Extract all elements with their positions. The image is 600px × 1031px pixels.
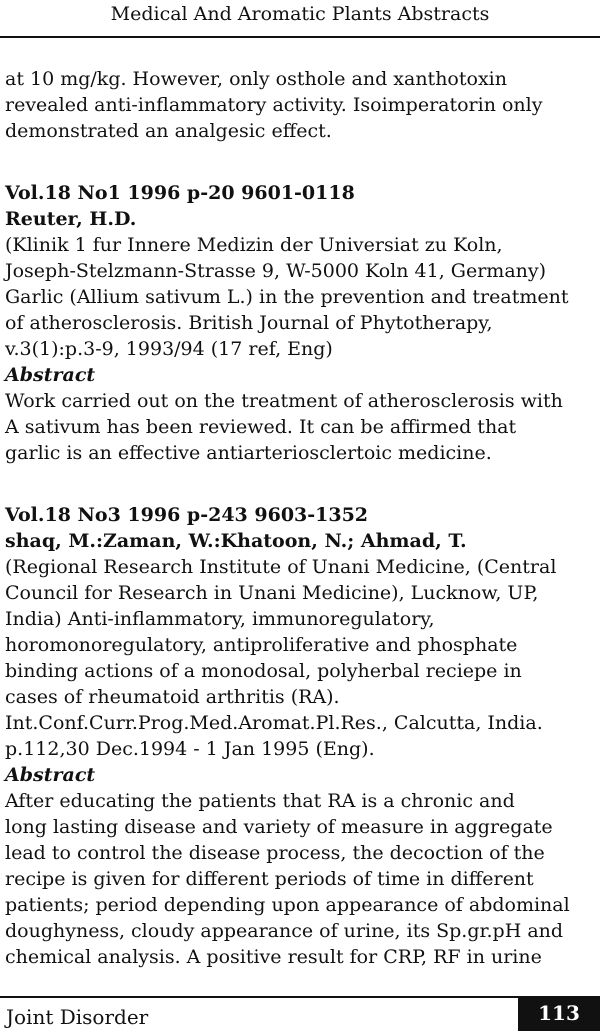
footer-section-title: Joint Disorder bbox=[6, 1005, 149, 1029]
abstract-line: Work carried out on the treatment of atherosclerosis with bbox=[5, 390, 563, 412]
intro-line: demonstrated an analgesic effect. bbox=[5, 120, 332, 142]
citation-line: Int.Conf.Curr.Prog.Med.Aromat.Pl.Res., Calcutta, India. bbox=[5, 712, 543, 734]
citation-line: v.3(1):p.3-9, 1993/94 (17 ref, Eng) bbox=[5, 338, 333, 360]
citation-line: (Klinik 1 fur Innere Medizin der Universiat zu Koln, bbox=[5, 234, 503, 256]
page-number: 113 bbox=[518, 996, 600, 1031]
intro-line: revealed anti-inflammatory activity. Isoimperatorin only bbox=[5, 94, 543, 116]
page-body bbox=[5, 66, 597, 970]
intro-line: at 10 mg/kg. However, only osthole and xanthotoxin bbox=[5, 68, 507, 90]
entry-authors: shaq, M.:Zaman, W.:Khatoon, N.; Ahmad, T. bbox=[5, 530, 467, 552]
citation-line: Council for Research in Unani Medicine), Lucknow, UP, bbox=[5, 582, 539, 604]
entry-reference: Vol.18 No3 1996 p-243 9603-1352 bbox=[5, 504, 369, 526]
footer-divider bbox=[0, 996, 600, 998]
abstract-line: After educating the patients that RA is a chronic and bbox=[5, 790, 515, 812]
abstract-label: Abstract bbox=[5, 364, 96, 386]
citation-line: (Regional Research Institute of Unani Medicine, (Central bbox=[5, 556, 557, 578]
abstract-line: A sativum has been reviewed. It can be affirmed that bbox=[5, 416, 517, 438]
citation-line: horomonoregulatory, antiproliferative and phosphate bbox=[5, 634, 518, 656]
citation-line: Joseph-Stelzmann-Strasse 9, W-5000 Koln 41, Germany) bbox=[5, 260, 547, 282]
entry-reference: Vol.18 No1 1996 p-20 9601-0118 bbox=[5, 182, 355, 204]
citation-line: p.112,30 Dec.1994 - 1 Jan 1995 (Eng). bbox=[5, 738, 375, 760]
abstract-line: garlic is an effective antiarteriosclertoic medicine. bbox=[5, 442, 492, 464]
abstract-line: chemical analysis. A positive result for CRP, RF in urine bbox=[5, 946, 542, 968]
abstract-label: Abstract bbox=[5, 764, 96, 786]
citation-line: Garlic (Allium sativum L.) in the prevention and treatment bbox=[5, 286, 569, 308]
abstract-entry bbox=[5, 180, 597, 466]
citation-line: India) Anti-inflammatory, immunoregulatory, bbox=[5, 608, 435, 630]
abstract-line: doughyness, cloudy appearance of urine, its Sp.gr.pH and bbox=[5, 920, 564, 942]
abstract-line: recipe is given for different periods of time in different bbox=[5, 868, 534, 890]
citation-line: cases of rheumatoid arthritis (RA). bbox=[5, 686, 340, 708]
abstract-entry bbox=[5, 502, 597, 970]
citation-line: binding actions of a monodosal, polyherbal reciepe in bbox=[5, 660, 522, 682]
abstract-line: lead to control the disease process, the decoction of the bbox=[5, 842, 545, 864]
running-header bbox=[0, 0, 600, 38]
header-title: Medical And Aromatic Plants Abstracts bbox=[110, 3, 490, 25]
entry-authors: Reuter, H.D. bbox=[5, 208, 137, 230]
abstract-line: patients; period depending upon appearance of abdominal bbox=[5, 894, 570, 916]
citation-line: of atherosclerosis. British Journal of Phytotherapy, bbox=[5, 312, 493, 334]
abstract-line: long lasting disease and variety of measure in aggregate bbox=[5, 816, 553, 838]
